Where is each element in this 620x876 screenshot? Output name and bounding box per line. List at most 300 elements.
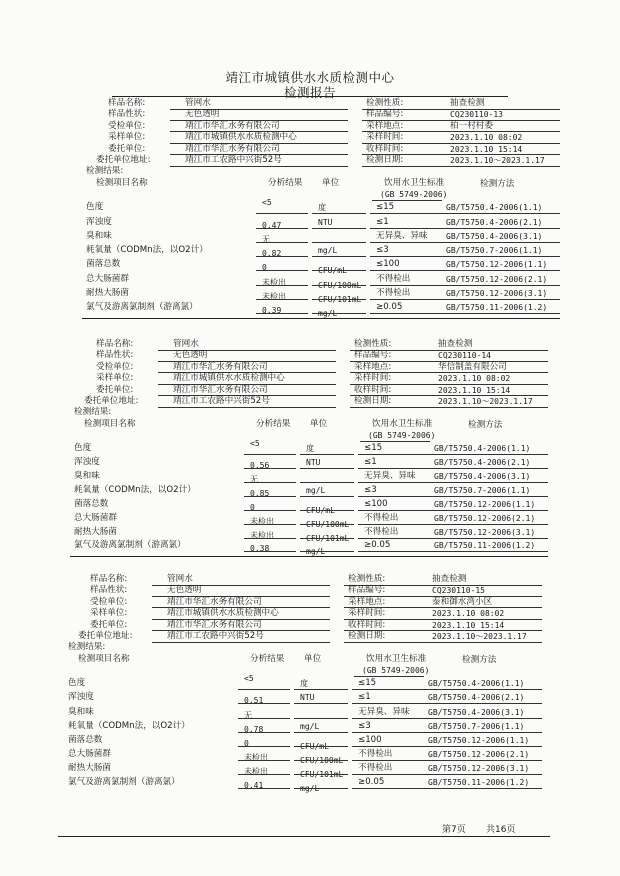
item-limit: ≤15 [376,202,395,213]
item-result: <5 [244,674,254,684]
label-sampling-location: 采样地点: [366,120,404,131]
value-sampling-location: 柏一村村委 [450,120,493,131]
item-unit: CFU/100mL [318,280,362,290]
label-sample-state: 样品性状: [90,585,128,596]
col-result-header: 分析结果 [268,178,303,189]
value-sampling-unit: 靖江市城镇供水水质检测中心 [167,608,279,619]
label-receive-time: 收样时间: [354,384,392,395]
label-client-address: 委托单位地址: [96,155,151,165]
item-limit: ≤100 [358,734,382,745]
item-limit: ≤3 [376,245,389,256]
unit-underline [300,551,354,552]
item-name: 耗氧量（CODMn法，以O2计） [86,245,208,256]
value-client-unit: 靖江市华汇水务有限公司 [167,619,262,630]
method-underline [442,313,560,314]
value-sampling-location: 泰和御水湾小区 [432,596,493,607]
item-method: GB/T5750.7-2006(1.1) [434,486,531,495]
unit-underline [300,482,354,483]
value-underline [158,407,336,408]
item-result: 未检出 [262,277,286,287]
col-method-header: 检测方法 [480,179,515,190]
results-label: 检测结果: [68,642,106,653]
item-result: 0 [244,738,249,748]
limit-underline [352,689,424,690]
method-underline [430,482,548,483]
item-name: 总大肠菌群 [86,273,129,284]
method-underline [442,270,560,271]
method-underline [430,468,548,469]
item-result: 无 [250,475,258,485]
item-limit: ≥0.05 [364,540,391,551]
unit-underline [294,718,348,719]
item-method: GB/T5750.4-2006(2.1) [446,217,543,227]
item-name: 耗氧量（CODMn法，以O2计） [74,485,196,495]
item-limit: ≤100 [376,259,400,270]
value-sample-name: 管网水 [173,339,199,349]
value-sample-name: 管网水 [167,574,193,584]
item-unit: 度 [300,679,308,689]
item-limit: ≤1 [364,457,377,468]
value-sample-name: 管网水 [185,98,211,108]
item-result: 0.85 [250,489,270,498]
value-sampling-time: 2023.1.10 08:02 [450,133,523,143]
limit-underline [352,774,424,775]
method-underline [430,454,548,455]
item-limit: 不得检出 [364,512,399,523]
result-underline [244,496,296,497]
label-test-date: 检测日期: [366,155,404,165]
label-sampling-unit: 采样单位: [108,132,146,143]
limit-underline [370,285,442,286]
label-receive-time: 收样时间: [366,143,404,154]
item-method: GB/T5750.12-2006(2.1) [428,749,530,759]
item-method: GB/T5750.4-2006(3.1) [446,231,543,241]
unit-underline [294,689,348,690]
value-inspected-unit: 靖江市华汇水务有限公司 [185,120,280,131]
item-limit: ≥0.05 [358,776,385,787]
item-method: GB/T5750.11-2006(1.2) [446,303,548,313]
col-item-header: 检测项目名称 [96,178,148,189]
item-name: 耐热大肠菌 [68,762,111,773]
item-result: 0.39 [262,306,282,316]
limit-underline [358,496,430,497]
block-separator [82,318,560,319]
results-label: 检测结果: [74,407,112,418]
item-unit: CFU/101mL [318,294,362,304]
label-sampling-location: 采样地点: [348,596,386,607]
item-result: 无 [244,710,252,720]
report-org: 靖江市城镇供水水质检测中心 [225,70,395,85]
item-result: 0.56 [250,461,270,471]
item-unit: NTU [300,693,315,703]
label-sampling-location: 采样地点: [354,361,392,372]
value-sample-no: CQ230110-15 [432,586,485,596]
label-inspected-unit: 受检单位: [96,361,134,372]
item-limit: 无异臭、异味 [364,471,416,482]
label-receive-time: 收样时间: [348,619,386,630]
item-name: 色度 [74,443,92,454]
value-test-date: 2023.1.10～2023.1.17 [432,632,527,641]
method-underline [430,524,548,525]
unit-underline [294,774,348,775]
method-underline [424,774,542,775]
label-sample-name: 样品名称: [96,339,134,349]
method-underline [424,732,542,733]
result-underline [238,689,290,690]
item-method: GB/T5750.7-2006(1.1) [446,246,543,256]
standard-underline [360,441,430,442]
result-underline [256,256,308,257]
item-limit: 不得检出 [364,526,399,537]
value-test-date: 2023.1.10～2023.1.17 [438,397,533,406]
method-underline [424,718,542,719]
value-client-address: 靖江市工农路中兴街52号 [173,396,270,406]
item-limit: 不得检出 [376,273,411,284]
result-underline [238,732,290,733]
value-sample-state: 无色透明 [167,585,202,596]
method-underline [424,703,542,704]
item-name: 臭和味 [86,230,112,241]
limit-underline [370,242,442,243]
item-name: 耐热大肠菌 [86,287,129,298]
unit-underline [294,746,348,747]
item-name: 浑浊度 [86,216,112,227]
item-result: 未检出 [250,516,274,526]
col-item-header: 检测项目名称 [78,654,130,665]
item-method: GB/T5750.12-2006(1.1) [446,260,548,270]
label-test-nature: 检测性质: [354,339,392,349]
item-result: 0.41 [244,780,264,790]
col-standard-header: 饮用水卫生标准 [372,419,433,430]
method-underline [442,256,560,257]
value-test-nature: 抽查检测 [438,339,473,349]
col-method-header: 检测方法 [462,655,497,666]
item-name: 臭和味 [74,471,100,482]
item-name: 氯气及游离氯制剂（游离氯） [86,302,198,313]
value-inspected-unit: 靖江市华汇水务有限公司 [167,596,262,607]
unit-underline [312,242,366,243]
item-name: 色度 [86,202,104,213]
item-unit: CFU/mL [300,741,329,751]
result-underline [244,538,296,539]
limit-underline [358,482,430,483]
value-sampling-unit: 靖江市城镇供水水质检测中心 [173,373,285,384]
col-unit-header: 单位 [322,178,340,189]
item-method: GB/T5750.12-2006(3.1) [428,763,530,773]
result-underline [244,524,296,525]
item-method: GB/T5750.4-2006(2.1) [434,458,531,468]
item-name: 总大肠菌群 [74,512,117,523]
item-method: GB/T5750.11-2006(1.2) [434,541,536,551]
col-item-header: 检测项目名称 [84,419,136,430]
unit-underline [312,299,366,300]
value-sampling-time: 2023.1.10 08:02 [432,609,505,619]
value-client-address: 靖江市工农路中兴街52号 [185,155,282,165]
method-underline [430,551,548,552]
limit-underline [358,538,430,539]
item-result: 未检出 [250,530,274,540]
label-sampling-time: 采样时间: [354,373,392,384]
item-limit: 无异臭、异味 [358,706,410,717]
item-method: GB/T5750.12-2006(2.1) [446,274,548,284]
item-result: 0 [250,502,255,512]
item-unit: mg/L [306,547,326,557]
unit-underline [294,703,348,704]
item-unit: mg/L [318,246,338,256]
result-underline [256,242,308,243]
label-sample-state: 样品性状: [108,109,146,120]
block-separator [70,556,548,557]
item-unit: mg/L [318,309,338,319]
col-result-header: 分析结果 [256,419,291,430]
result-underline [256,313,308,314]
label-sample-name: 样品名称: [90,574,128,584]
value-underline [350,407,548,408]
unit-underline [300,454,354,455]
value-sampling-location: 华信制盖有限公司 [438,361,507,372]
label-test-date: 检测日期: [348,631,386,641]
item-name: 臭和味 [68,706,94,717]
value-test-date: 2023.1.10～2023.1.17 [450,156,545,165]
unit-underline [300,510,354,511]
item-unit: NTU [318,217,333,227]
label-sampling-time: 采样时间: [366,132,404,143]
label-test-nature: 检测性质: [366,98,404,108]
result-underline [238,760,290,761]
value-inspected-unit: 靖江市华汇水务有限公司 [173,361,268,372]
method-underline [424,788,542,789]
unit-underline [294,788,348,789]
item-limit: ≤3 [364,485,377,495]
item-limit: ≤100 [364,498,388,509]
unit-underline [300,468,354,469]
limit-underline [352,788,424,789]
item-limit: ≤3 [358,720,371,731]
limit-underline [358,524,430,525]
item-limit: 不得检出 [358,762,393,773]
value-client-address: 靖江市工农路中兴街52号 [167,631,264,641]
value-sample-no: CQ230110-14 [438,351,491,361]
col-standard-header: 饮用水卫生标准 [384,178,445,189]
result-underline [256,270,308,271]
col-unit-header: 单位 [310,419,328,430]
col-standard-subheader: (GB 5749-2006) [368,431,436,441]
label-client-unit: 委托单位: [96,384,134,395]
unit-underline [300,538,354,539]
method-underline [442,242,560,243]
label-client-address: 委托单位地址: [78,631,133,641]
item-method: GB/T5750.4-2006(1.1) [434,444,531,454]
item-unit: NTU [306,458,321,468]
col-result-header: 分析结果 [250,654,285,665]
result-underline [238,703,290,704]
item-limit: 不得检出 [358,748,393,759]
value-receive-time: 2023.1.10 15:14 [438,385,511,395]
item-result: 0.38 [250,544,270,554]
col-method-header: 检测方法 [468,420,503,431]
limit-underline [370,313,442,314]
item-result: 0.82 [262,249,282,259]
item-result: 未检出 [244,752,268,762]
unit-underline [312,256,366,257]
item-result: 未检出 [244,766,268,776]
item-limit: ≤15 [358,678,377,689]
result-underline [256,299,308,300]
limit-underline [358,551,430,552]
item-name: 菌落总数 [86,259,121,270]
result-underline [244,551,296,552]
limit-underline [358,468,430,469]
value-underline [344,642,542,643]
result-underline [244,510,296,511]
method-underline [430,538,548,539]
value-sample-state: 无色透明 [185,109,220,120]
label-inspected-unit: 受检单位: [108,120,146,131]
item-unit: CFU/101mL [306,533,350,543]
item-unit: mg/L [300,783,320,793]
item-unit: mg/L [300,721,320,731]
limit-underline [358,454,430,455]
label-sampling-time: 采样时间: [348,608,386,619]
value-test-nature: 抽查检测 [450,98,485,108]
report-title: 检测报告 [283,85,336,100]
value-client-unit: 靖江市华汇水务有限公司 [173,384,268,395]
unit-underline [300,496,354,497]
item-method: GB/T5750.4-2006(1.1) [428,679,525,689]
value-receive-time: 2023.1.10 15:14 [450,144,523,154]
item-unit: CFU/101mL [300,769,344,779]
value-underline [152,642,330,643]
item-method: GB/T5750.12-2006(2.1) [434,513,536,523]
limit-underline [370,299,442,300]
item-method: GB/T5750.7-2006(1.1) [428,721,525,731]
item-unit: CFU/mL [306,505,335,515]
item-limit: ≤1 [376,216,389,227]
unit-underline [312,313,366,314]
item-limit: 不得检出 [376,287,411,298]
method-underline [442,285,560,286]
item-unit: CFU/mL [318,266,347,276]
value-receive-time: 2023.1.10 15:14 [432,620,505,630]
item-name: 菌落总数 [74,498,109,509]
item-unit: CFU/100mL [300,755,344,765]
limit-underline [358,510,430,511]
item-method: GB/T5750.12-2006(3.1) [434,527,536,537]
item-name: 总大肠菌群 [68,748,111,759]
results-label: 检测结果: [86,166,124,177]
page-total: 共16页 [486,825,516,835]
item-method: GB/T5750.11-2006(1.2) [428,777,530,787]
result-underline [244,454,296,455]
method-underline [424,689,542,690]
item-result: <5 [250,439,260,449]
item-result: 无 [262,234,270,244]
value-sampling-unit: 靖江市城镇供水水质检测中心 [185,132,297,143]
method-underline [430,496,548,497]
item-limit: 无异臭、异味 [376,230,428,241]
item-name: 氯气及游离氯制剂（游离氯） [68,776,180,787]
result-underline [238,718,290,719]
item-limit: ≤1 [358,692,371,703]
item-result: 0.47 [262,220,282,230]
unit-underline [312,270,366,271]
item-name: 氯气及游离氯制剂（游离氯） [74,540,186,551]
label-sample-state: 样品性状: [96,350,134,361]
col-unit-header: 单位 [304,654,322,665]
label-sample-no: 样品编号: [354,350,392,361]
item-name: 菌落总数 [68,734,103,745]
method-underline [424,746,542,747]
label-sampling-unit: 采样单位: [96,373,134,384]
method-underline [442,299,560,300]
page-number: 第7页 [442,825,466,835]
item-method: GB/T5750.4-2006(1.1) [446,203,543,213]
item-result: <5 [262,198,272,208]
unit-underline [300,524,354,525]
label-client-address: 委托单位地址: [84,396,139,406]
item-result: 0.78 [244,724,264,734]
item-unit: 度 [306,444,314,454]
unit-underline [294,760,348,761]
item-result: 未检出 [262,291,286,301]
limit-underline [352,732,424,733]
value-client-unit: 靖江市华汇水务有限公司 [185,143,280,154]
item-name: 浑浊度 [74,457,100,468]
limit-underline [352,703,424,704]
item-limit: ≤15 [364,443,383,454]
label-client-unit: 委托单位: [108,143,146,154]
unit-underline [294,732,348,733]
col-standard-subheader: (GB 5749-2006) [362,666,430,676]
item-name: 色度 [68,678,86,689]
label-sample-no: 样品编号: [366,109,404,120]
limit-underline [370,256,442,257]
limit-underline [352,718,424,719]
item-method: GB/T5750.4-2006(3.1) [434,472,531,482]
value-test-nature: 抽查检测 [432,574,467,584]
result-underline [256,285,308,286]
standard-underline [354,676,424,677]
result-underline [244,468,296,469]
limit-underline [352,746,424,747]
result-underline [244,482,296,483]
label-sample-name: 样品名称: [108,98,146,108]
item-unit: 度 [318,203,326,213]
label-inspected-unit: 受检单位: [90,596,128,607]
result-underline [238,774,290,775]
label-test-date: 检测日期: [354,396,392,406]
col-standard-header: 饮用水卫生标准 [366,654,427,665]
label-client-unit: 委托单位: [90,619,128,630]
label-test-nature: 检测性质: [348,574,386,584]
item-unit: mg/L [306,486,326,495]
col-standard-subheader: (GB 5749-2006) [380,190,448,200]
item-unit: CFU/100mL [306,519,350,529]
method-underline [430,510,548,511]
item-method: GB/T5750.4-2006(3.1) [428,707,525,717]
item-name: 耗氧量（CODMn法，以O2计） [68,720,190,731]
value-sample-state: 无色透明 [173,350,208,361]
item-method: GB/T5750.12-2006(3.1) [446,288,548,298]
limit-underline [370,270,442,271]
item-result: 0 [262,263,267,273]
label-sampling-unit: 采样单位: [90,608,128,619]
item-method: GB/T5750.12-2006(1.1) [434,499,536,509]
unit-underline [312,285,366,286]
limit-underline [352,760,424,761]
item-name: 浑浊度 [68,692,94,703]
method-underline [424,760,542,761]
